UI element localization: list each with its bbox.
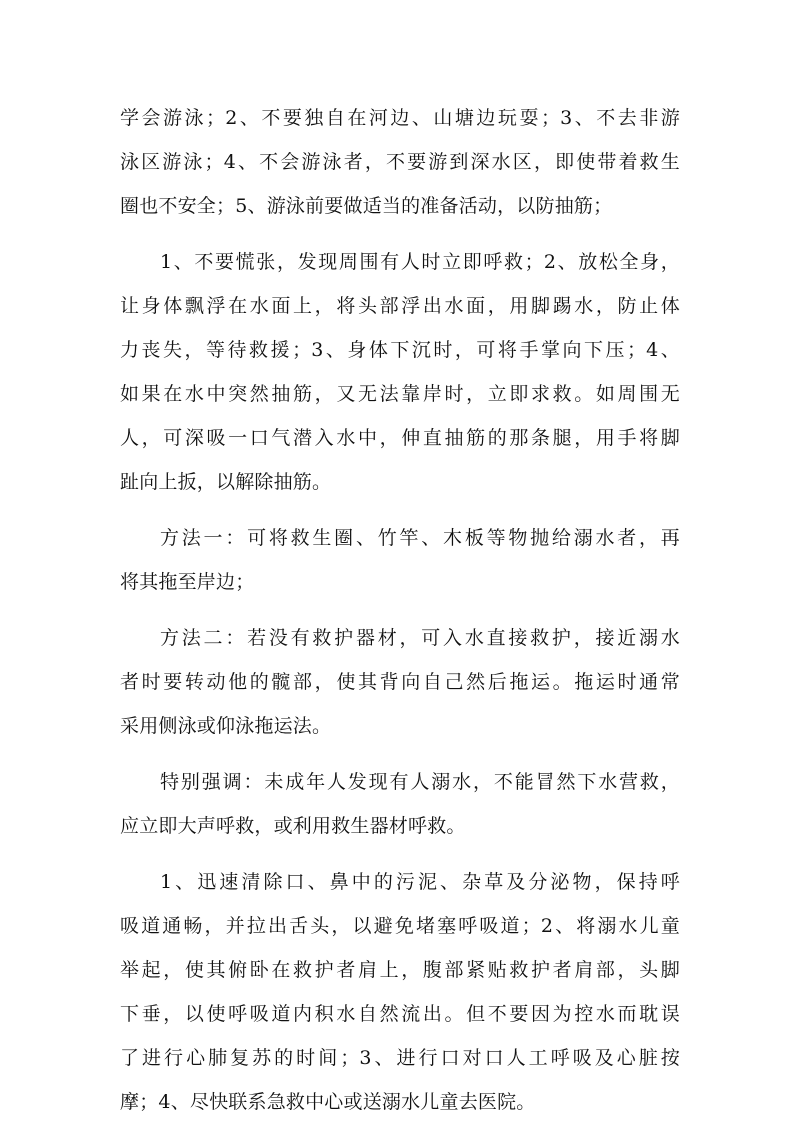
text-line: 将其拖至岸边； xyxy=(120,571,255,593)
text-line: 摩；4、尽快联系急救中心或送溺水儿童去医院。 xyxy=(120,1091,536,1113)
text-line: 下垂，以使呼吸道内积水自然流出。但不要因为控水而耽误 xyxy=(120,1003,680,1025)
document-body xyxy=(120,96,680,1136)
paragraph-safety-rules xyxy=(120,96,680,228)
text-line: 者时要转动他的髋部，使其背向自己然后拖运。拖运时通常 xyxy=(120,671,680,693)
text-line: 让身体飘浮在水面上，将头部浮出水面，用脚踢水，防止体 xyxy=(120,295,680,317)
text-line: 方法二：若没有救护器材，可入水直接救护，接近溺水 xyxy=(160,627,680,649)
text-line: 人，可深吸一口气潜入水中，伸直抽筋的那条腿，用手将脚 xyxy=(120,427,680,449)
paragraph-self-rescue xyxy=(120,240,680,504)
text-line: 趾向上扳，以解除抽筋。 xyxy=(120,471,332,493)
paragraph-special-emphasis xyxy=(120,760,680,848)
text-line: 了进行心肺复苏的时间；3、进行口对口人工呼吸及心脏按 xyxy=(120,1047,680,1069)
text-line: 采用侧泳或仰泳拖运法。 xyxy=(120,715,332,737)
text-line: 1、迅速清除口、鼻中的污泥、杂草及分泌物，保持呼 xyxy=(160,871,680,893)
text-line: 力丧失，等待救援；3、身体下沉时，可将手掌向下压；4、 xyxy=(120,339,680,361)
text-line: 吸道通畅，并拉出舌头，以避免堵塞呼吸道；2、将溺水儿童 xyxy=(120,915,680,937)
text-line: 应立即大声呼救，或利用救生器材呼救。 xyxy=(120,815,466,837)
text-line: 方法一：可将救生圈、竹竿、木板等物抛给溺水者，再 xyxy=(160,527,680,549)
text-line: 特别强调：未成年人发现有人溺水，不能冒然下水营救， xyxy=(160,771,680,793)
text-line: 圈也不安全；5、游泳前要做适当的准备活动，以防抽筋； xyxy=(120,195,613,217)
text-line: 学会游泳；2、不要独自在河边、山塘边玩耍；3、不去非游 xyxy=(120,107,680,129)
paragraph-first-aid xyxy=(120,860,680,1124)
text-line: 泳区游泳；4、不会游泳者，不要游到深水区，即使带着救生 xyxy=(120,151,680,173)
text-line: 如果在水中突然抽筋，又无法靠岸时，立即求救。如周围无 xyxy=(120,383,680,405)
text-line: 1、不要慌张，发现周围有人时立即呼救；2、放松全身， xyxy=(160,251,680,273)
text-line: 举起，使其俯卧在救护者肩上，腹部紧贴救护者肩部，头脚 xyxy=(120,959,680,981)
paragraph-method-two xyxy=(120,616,680,748)
paragraph-method-one xyxy=(120,516,680,604)
